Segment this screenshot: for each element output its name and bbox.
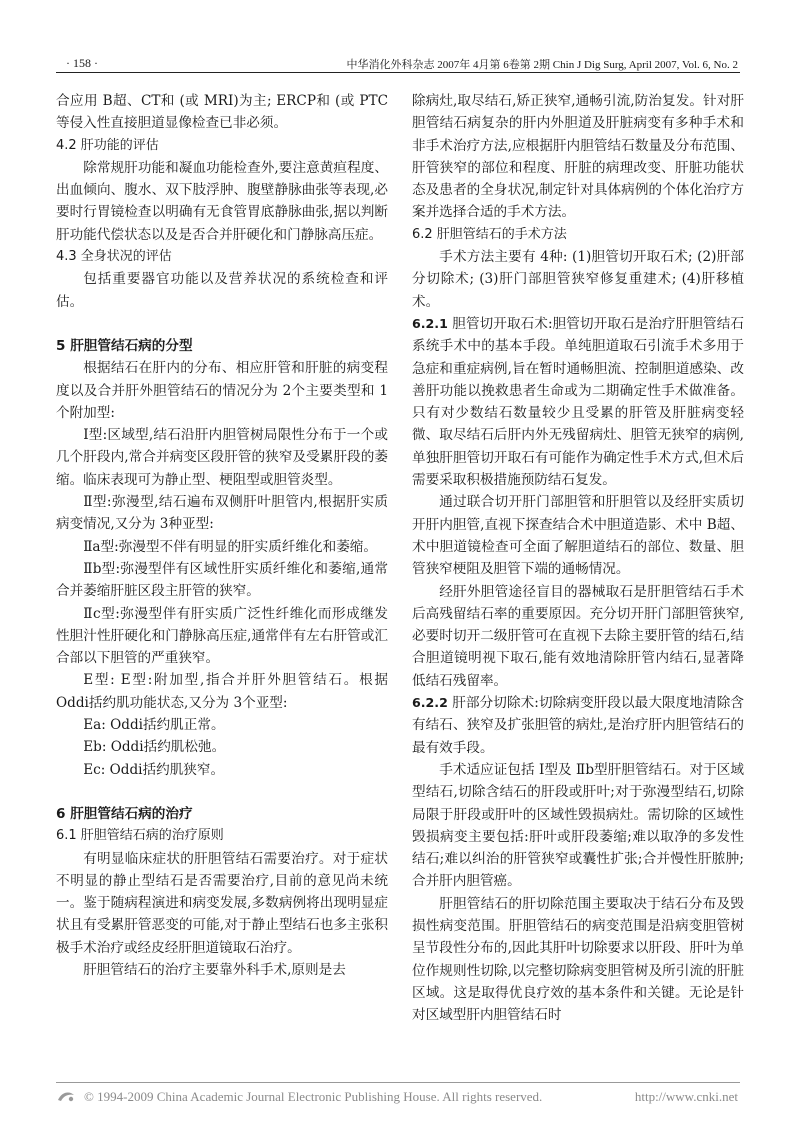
paragraph: 除常规肝功能和凝血功能检查外,要注意黄疸程度、出血倾向、腹水、双下肢浮肿、腹壁静脉曲张等表现,必要时行胃镜检查以明确有无食管胃底静脉曲张,据以判断肝功能代偿状态以及是否合并肝硬化和门静脉高压症。 <box>56 159 388 243</box>
paragraph-text: 胆管切开取石术:胆管切开取石是治疗肝胆管结石系统手术中的基本手段。单纯胆道取石引流手术多用于急症和重症病例,旨在暂时通畅胆流、控制胆道感染、改善肝功能以挽救患者生命或为二期确定性手术做准备。只有对少数结石数量较少且受累的肝管及肝脏病变轻微、取尽结石后肝内外无残留病灶、胆管无狭窄的病例,单独肝胆管切开取石有可能作为确定性手术方式,但术后需要采取积极措施预防结石复发。 <box>412 315 744 489</box>
copyright-notice: © 1994-2009 China Academic Journal Electronic Publishing House. All rights reserved. <box>84 1089 543 1104</box>
paragraph-type-1: Ⅰ型:区域型,结石沿肝内胆管树局限性分布于一个或几个肝段内,常合并病变区段肝管的狭窄及受累肝段的萎缩。临床表现可为静止型、梗阻型或胆管炎型。 <box>56 427 388 488</box>
right-column <box>412 90 744 1026</box>
paragraph: 通过联合切开肝门部胆管和肝胆管以及经肝实质切开肝内胆管,直视下探查结合术中胆道造影、术中 B超、术中胆道镜检查可全面了解胆道结石的部位、数量、胆管狭窄梗阻及胆管下端的通畅情况。 <box>412 494 744 578</box>
list-item-ec: Ec: Oddi括约肌狭窄。 <box>83 761 225 778</box>
journal-citation: 中华消化外科杂志 2007年 4月第 6卷第 2期 Chin J Dig Surg, April 2007, Vol. 6, No. 2 <box>346 59 738 71</box>
paragraph-type-e: E型: E型:附加型,指合并肝外胆管结石。根据 Oddi括约肌功能状态,又分为 3个亚型: <box>56 672 388 711</box>
paragraph-type-2b: Ⅱb型:弥漫型伴有区域性肝实质纤维化和萎缩,通常合并萎缩肝脏区段主肝管的狭窄。 <box>56 560 388 600</box>
publisher-logo-icon <box>56 1089 76 1103</box>
section-heading-4-3: 4.3 全身状况的评估 <box>56 249 172 265</box>
running-header <box>56 52 740 73</box>
subsection-number-6-2-2: 6.2.2 <box>412 695 448 711</box>
paragraph: 肝胆管结石的治疗主要靠外科手术,原则是去 <box>83 961 346 978</box>
paragraph: 除病灶,取尽结石,矫正狭窄,通畅引流,防治复发。针对肝胆管结石病复杂的肝内外胆道及肝脏病变有多种手术和非手术治疗方法,应根据肝内胆管结石数量及分布范围、肝管狭窄的部位和程度、肝脏的病理改变、肝脏功能状态及患者的全身状况,制定针对具体病例的个体化治疗方案并选择合适的手术方法。 <box>412 93 744 221</box>
page-footer <box>56 1082 740 1107</box>
paragraph-type-2: Ⅱ型:弥漫型,结石遍布双侧肝叶胆管内,根据肝实质病变情况,又分为 3种亚型: <box>56 494 388 533</box>
section-heading-6-2: 6.2 肝胆管结石的手术方法 <box>412 226 567 242</box>
paragraph-6-2-2 <box>412 692 744 759</box>
paragraph: 根据结石在肝内的分布、相应肝管和肝脏的病变程度以及合并肝外胆管结石的情况分为 2个主要类型和 1个附加型: <box>56 360 388 421</box>
paragraph: 手术方法主要有 4种: (1)胆管切开取石术; (2)肝部分切除术; (3)肝门部胆管狭窄修复重建术; (4)肝移植术。 <box>412 249 744 310</box>
footer-url-link[interactable]: http://www.cnki.net <box>634 1089 738 1104</box>
list-item-eb: Eb: Oddi括约肌松弛。 <box>83 739 226 756</box>
section-heading-5: 5 肝胆管结石病的分型 <box>56 337 193 354</box>
page-number: · 158 · <box>66 56 98 70</box>
paragraph-type-2c: Ⅱc型:弥漫型伴有肝实质广泛性纤维化而形成继发性胆汁性肝硬化和门静脉高压症,通常伴有左右肝管或汇合部以下胆管的严重狭窄。 <box>56 605 388 667</box>
left-column <box>56 90 388 981</box>
paragraph: 合应用 B超、CT和 (或 MRI)为主; ERCP和 (或 PTC等侵入性直接胆道显像检查已非必须。 <box>56 93 388 132</box>
paragraph: 包括重要器官功能以及营养状况的系统检查和评估。 <box>56 271 388 310</box>
section-heading-6-1: 6.1 肝胆管结石病的治疗原则 <box>56 828 224 844</box>
paragraph: 经肝外胆管途径盲目的器械取石是肝胆管结石手术后高残留结石率的重要原因。充分切开肝门部胆管狭窄,必要时切开二级肝管可在直视下去除主要肝管的结石,结合胆道镜明视下取石,能有效地清除肝管内结石,显著降低结石残留率。 <box>412 583 744 689</box>
paragraph-6-2-1 <box>412 313 744 491</box>
paragraph: 肝胆管结石的肝切除范围主要取决于结石分布及毁损性病变范围。肝胆管结石的病变范围是沿病变胆管树呈节段性分布的,因此其肝叶切除要求以肝段、肝叶为单位作规则性切除,以完整切除病变胆管树及所引流的肝脏区域。这是取得优良疗效的基本条件和关键。无论是针对区域型肝内胆管结石时 <box>412 895 744 1024</box>
paragraph-type-2a: Ⅱa型:弥漫型不伴有明显的肝实质纤维化和萎缩。 <box>83 538 377 555</box>
section-heading-6: 6 肝胆管结石病的治疗 <box>56 805 193 822</box>
paragraph: 手术适应证包括 Ⅰ型及 Ⅱb型肝胆管结石。对于区域型结石,切除含结石的肝段或肝叶;对于弥漫型结石,切除局限于肝段或肝叶的区域性毁损病灶。需切除的区域性毁损病变主要包括:肝叶或肝段萎缩;难以取净的多发性结石;难以纠治的肝管狭窄或囊性扩张;合并慢性肝脓肿;合并肝内胆管癌。 <box>412 761 744 890</box>
subsection-number-6-2-1: 6.2.1 <box>412 315 448 331</box>
section-heading-4-2: 4.2 肝功能的评估 <box>56 137 159 153</box>
list-item-ea: Ea: Oddi括约肌正常。 <box>83 717 225 734</box>
paragraph-text: 肝部分切除术:切除病变肝段以最大限度地清除含有结石、狭窄及扩张胆管的病灶,是治疗肝内胆管结石的最有效手段。 <box>412 695 744 756</box>
paragraph: 有明显临床症状的肝胆管结石需要治疗。对于症状不明显的静止型结石是否需要治疗,目前的意见尚未统一。鉴于随病程演进和病变发展,多数病例将出现明显症状且有受累肝管恶变的可能,对于静止型结石也多主张积极手术治疗或经皮经肝胆道镜取石治疗。 <box>56 850 388 956</box>
